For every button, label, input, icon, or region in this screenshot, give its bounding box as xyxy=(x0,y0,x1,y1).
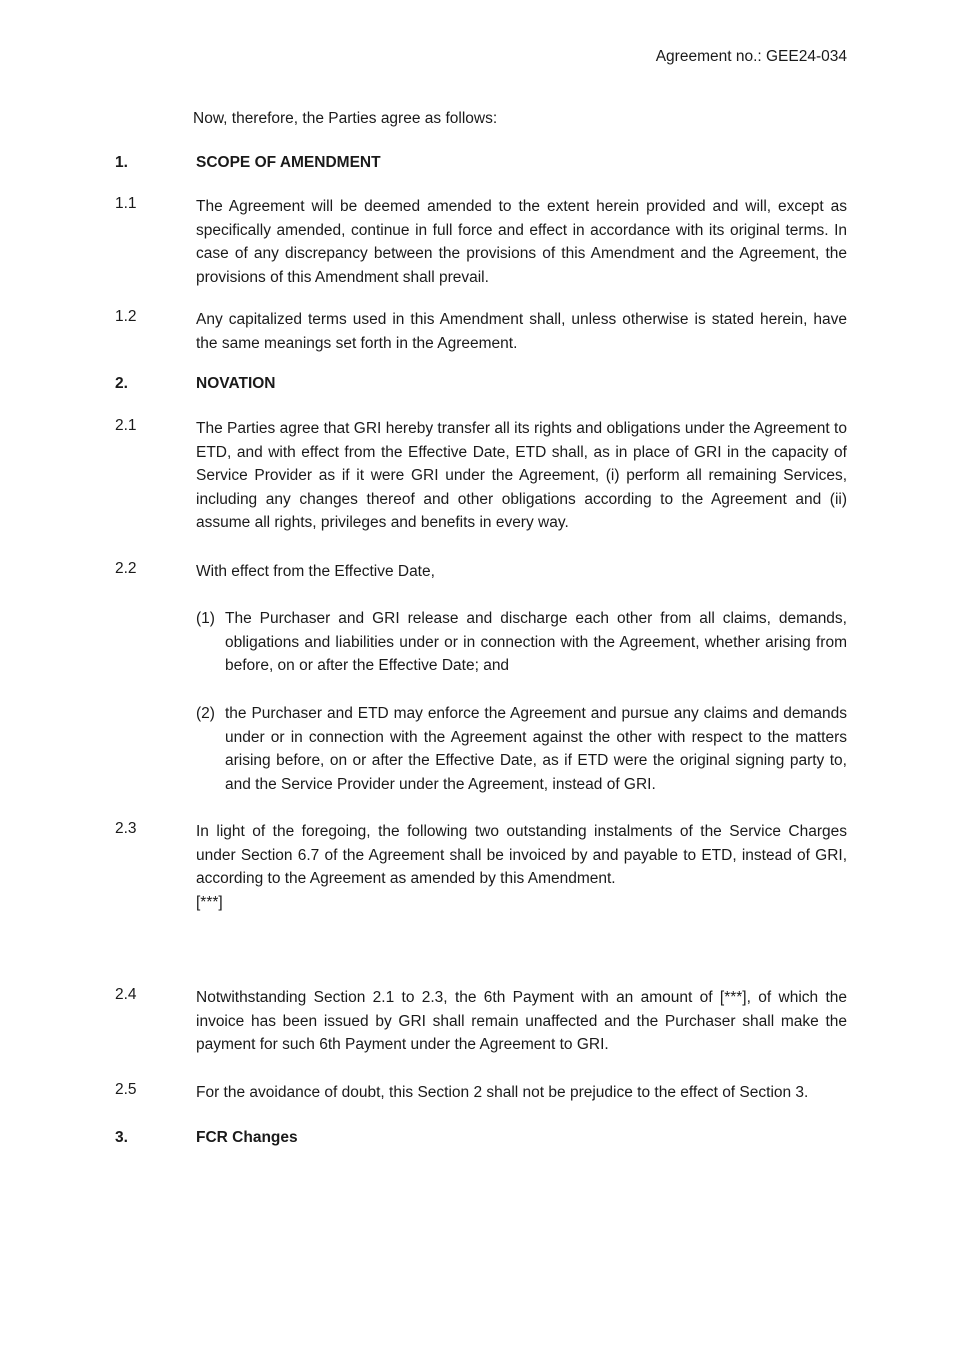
item-1-text: The Purchaser and GRI release and discharge each other from all claims, demands, obligations and liabilities under or in connection with the Agreement, whether arising from before, on or after the Effective Date; and xyxy=(225,610,847,675)
clause-2-4-number: 2.4 xyxy=(115,986,137,1003)
clause-2-3-text: In light of the foregoing, the following two outstanding instalments of the Service Charges under Section 6.7 of the Agreement shall be invoiced by and payable to ETD, instead of GRI, according to the Agreement as amended by this Amendment. xyxy=(196,823,847,888)
section-1-title: SCOPE OF AMENDMENT xyxy=(196,154,381,171)
clause-2-4-text: Notwithstanding Section 2.1 to 2.3, the 6th Payment with an amount of [***], of which the invoice has been issued by GRI shall remain unaffected and the Purchaser shall make the payment for such 6th Payment under the Agreement to GRI. xyxy=(196,989,847,1054)
item-2-text: the Purchaser and ETD may enforce the Agreement and pursue any claims and demands under or in connection with the Agreement against the other with respect to the matters arising before, on or after the Effective Date, as if ETD were the original signing party to, and the Service Provider under the Agreement, instead of GRI. xyxy=(225,705,847,793)
clause-2-2-number: 2.2 xyxy=(115,560,137,577)
section-1-number: 1. xyxy=(115,154,128,171)
clause-2-1-number: 2.1 xyxy=(115,417,137,434)
clause-1-1-number: 1.1 xyxy=(115,195,137,212)
clause-2-5-text: For the avoidance of doubt, this Section 2 shall not be prejudice to the effect of Section 3. xyxy=(196,1084,809,1101)
clause-2-2-item-1 xyxy=(196,607,847,678)
clause-2-2-text: With effect from the Effective Date, xyxy=(196,563,435,580)
section-3-number: 3. xyxy=(115,1129,128,1146)
item-1-label: (1) xyxy=(196,610,215,627)
clause-1-2-number: 1.2 xyxy=(115,308,137,325)
clause-2-3-number: 2.3 xyxy=(115,820,137,837)
clause-2-1-text: The Parties agree that GRI hereby transfer all its rights and obligations under the Agreement to ETD, and with effect from the Effective Date, ETD shall, as in place of GRI in the capacity of Service Provider as if it were GRI under the Agreement, (i) perform all remaining Services, including any changes thereof and other obligations according to the Agreement and (ii) assume all rights, privileges and benefits in every way. xyxy=(196,420,847,532)
clause-1-2-text: Any capitalized terms used in this Amendment shall, unless otherwise is stated herein, have the same meanings set forth in the Agreement. xyxy=(196,311,847,352)
intro-text: Now, therefore, the Parties agree as follows: xyxy=(193,110,498,127)
agreement-number: Agreement no.: GEE24-034 xyxy=(655,48,847,65)
item-2-label: (2) xyxy=(196,705,215,722)
section-3-title: FCR Changes xyxy=(196,1129,298,1146)
clause-2-2-item-2 xyxy=(196,702,847,796)
section-2-title: NOVATION xyxy=(196,375,276,392)
section-2-number: 2. xyxy=(115,375,128,392)
redacted-table: [***] xyxy=(196,894,223,911)
clause-1-1-text: The Agreement will be deemed amended to the extent herein provided and will, except as specifically amended, continue in full force and effect in accordance with its original terms. In case of any discrepancy between the provisions of this Amendment and the Agreement, the provisions of this Amendment shall prevail. xyxy=(196,198,847,286)
clause-2-5-number: 2.5 xyxy=(115,1081,137,1098)
